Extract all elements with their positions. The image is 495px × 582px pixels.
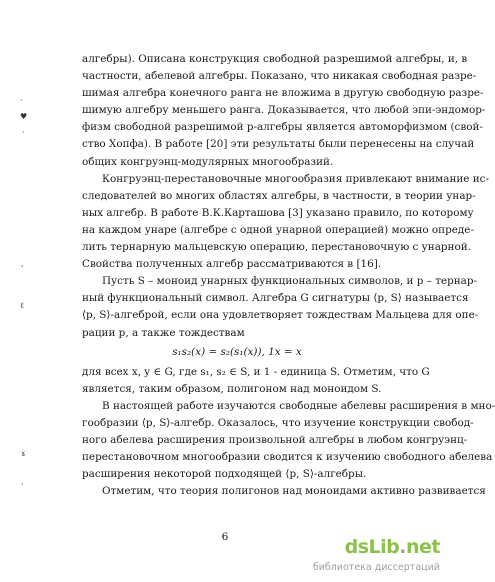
paragraph-4 bbox=[82, 364, 430, 398]
watermark-logo-dot: . bbox=[399, 536, 406, 558]
margin-speck: · bbox=[21, 480, 24, 489]
text-line: В настоящей работе изучаются свободные абелевы расширения в мно- bbox=[102, 399, 495, 412]
text-line: частности, абелевой алгебры. Показано, что никакая свободная разре- bbox=[82, 70, 477, 83]
text-line: шимую алгебру меньшего ранга. Доказывается, что любой эпи-эндомор- bbox=[82, 104, 486, 117]
watermark-logo-main: dsLib bbox=[344, 536, 400, 558]
text-line: общих конгруэнц-модулярных многообразий. bbox=[82, 155, 334, 168]
margin-speck: ɤ bbox=[21, 449, 26, 458]
text-line: Конгруэнц-перестановочные многообразия привлекают внимание ис- bbox=[102, 172, 490, 185]
text-line: ный функциональный символ. Алгебра G сигнатуры ⟨p, S⟩ называется bbox=[82, 292, 469, 305]
text-line: ство Хопфа). В работе [20] эти результаты были перенесены на случай bbox=[82, 138, 475, 151]
text-line: Свойства полученных алгебр рассматриваются в [16]. bbox=[82, 258, 382, 271]
text-line: на каждом унаре (алгебре с одной унарной операцией) можно опреде- bbox=[82, 223, 474, 236]
text-line: алгебры). Описана конструкция свободной разрешимой алгебры, и, в bbox=[82, 53, 468, 65]
margin-speck: · bbox=[20, 96, 23, 105]
paragraph-2 bbox=[82, 171, 490, 274]
text-line: рации p, а также тождествам bbox=[82, 326, 245, 339]
text-line: для всех x, y ∈ G, где s₁, s₂ ∈ S, и 1 - единица S. Отметим, что G bbox=[82, 365, 430, 378]
watermark-logo bbox=[345, 536, 440, 558]
text-line: гообразии ⟨p, S⟩-алгебр. Оказалось, что изучение конструкции свобод- bbox=[82, 416, 474, 429]
formula-identities: s₁s₂(x) = s₂(s₁(x)), 1x = x bbox=[172, 345, 302, 358]
document-body bbox=[82, 51, 495, 500]
text-line: Пусть S – моноид унарных функциональных символов, и p – тернар- bbox=[102, 275, 478, 288]
text-line: ного абелева расширения произвольной алгебры в любом конгруэнц- bbox=[82, 433, 468, 446]
paragraph-6 bbox=[82, 483, 486, 500]
text-line: является, таким образом, полигоном над моноидом S. bbox=[82, 382, 382, 395]
margin-speck: ' bbox=[21, 264, 24, 273]
margin-speck: ℓ bbox=[20, 301, 24, 310]
paragraph-5 bbox=[82, 398, 495, 483]
margin-speck: ♥ bbox=[20, 112, 28, 121]
margin-speck: · bbox=[22, 128, 25, 137]
page-number: 6 bbox=[221, 531, 229, 543]
paragraph-1 bbox=[82, 51, 486, 171]
watermark-logo-tld: net bbox=[406, 536, 440, 558]
text-line: перестановочном многообразии сводится к изучению свободного абелева bbox=[82, 451, 493, 464]
text-line: шимая алгебра конечного ранга не вложима в другую свободную разре- bbox=[82, 87, 484, 100]
text-line: ⟨p, S⟩-алгеброй, если она удовлетворяет тождествам Мальцева для опе- bbox=[82, 309, 479, 322]
text-line: ных алгебр. В работе В.К.Карташова [3] указано правило, по которому bbox=[82, 206, 474, 219]
text-line: Отметим, что теория полигонов над моноидами активно развивается bbox=[102, 485, 486, 498]
paragraph-3 bbox=[82, 273, 479, 341]
text-line: физм свободной разрешимой p-алгебры является автоморфизмом (свой- bbox=[82, 121, 483, 134]
text-line: расширения некоторой подходящей ⟨p, S⟩-алгебры. bbox=[82, 468, 367, 481]
watermark-subtitle: библиотека диссертаций bbox=[312, 562, 440, 573]
watermark bbox=[312, 536, 440, 576]
text-line: следователей во многих областях алгебры, в частности, в теории унар- bbox=[82, 189, 476, 202]
text-line: лить тернарную мальцевскую операцию, перестановочную с унарной. bbox=[82, 241, 471, 254]
